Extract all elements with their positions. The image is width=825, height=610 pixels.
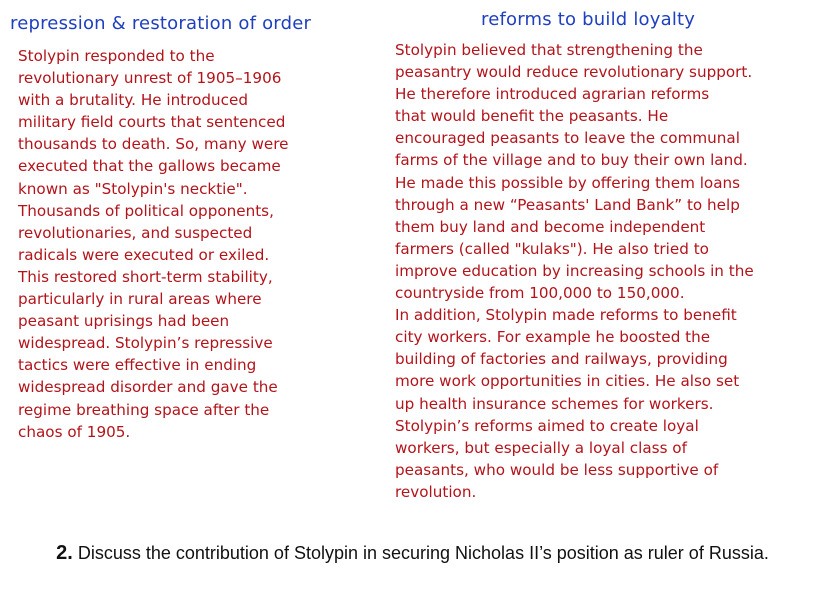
text-line: peasantry would reduce revolutionary support. xyxy=(395,63,753,82)
text-line: countryside from 100,000 to 150,000. xyxy=(395,284,685,303)
question-number: 2. xyxy=(56,542,73,564)
text-line: farms of the village and to buy their own land. xyxy=(395,151,748,170)
reforms-paragraph xyxy=(395,39,820,503)
text-line: Stolypin’s reforms aimed to create loyal xyxy=(395,416,699,435)
text-line: In addition, Stolypin made reforms to benefit xyxy=(395,306,737,325)
text-line: through a new “Peasants' Land Bank” to help xyxy=(395,195,740,214)
left-column-heading: repression & restoration of order xyxy=(10,13,312,34)
text-line: He therefore introduced agrarian reforms xyxy=(395,85,710,104)
text-line: up health insurance schemes for workers. xyxy=(395,394,714,413)
text-line: military field courts that sentenced xyxy=(18,113,286,132)
text-line: tactics were effective in ending xyxy=(18,356,257,375)
right-column-heading: reforms to build loyalty xyxy=(481,9,696,30)
text-line: known as "Stolypin's necktie". xyxy=(18,179,248,198)
text-line: widespread. Stolypin’s repressive xyxy=(18,334,273,353)
text-line: revolutionary unrest of 1905–1906 xyxy=(18,69,282,88)
text-line: Stolypin responded to the xyxy=(18,47,215,65)
text-line: workers, but especially a loyal class of xyxy=(395,438,687,457)
repression-paragraph xyxy=(18,45,353,443)
text-line: revolutionaries, and suspected xyxy=(18,223,253,242)
text-line: peasant uprisings had been xyxy=(18,312,230,331)
text-line: radicals were executed or exiled. xyxy=(18,245,270,264)
text-line: particularly in rural areas where xyxy=(18,290,262,309)
text-line: farmers (called "kulaks"). He also tried to xyxy=(395,239,709,258)
discussion-question xyxy=(40,540,785,567)
text-line: Thousands of political opponents, xyxy=(18,201,274,220)
text-line: with a brutality. He introduced xyxy=(18,91,249,110)
text-line: regime breathing space after the xyxy=(18,400,270,419)
text-line: improve education by increasing schools in the xyxy=(395,261,754,280)
text-line: revolution. xyxy=(395,482,477,501)
text-line: chaos of 1905. xyxy=(18,422,131,441)
text-line: He made this possible by offering them loans xyxy=(395,173,741,192)
text-line: This restored short-term stability, xyxy=(18,267,273,286)
text-line: them buy land and become independent xyxy=(395,217,706,236)
text-line: Stolypin believed that strengthening the xyxy=(395,41,703,59)
text-line: widespread disorder and gave the xyxy=(18,378,278,397)
question-text: Discuss the contribution of Stolypin in securing Nicholas II’s position as ruler of Russia. xyxy=(77,543,769,563)
text-line: encouraged peasants to leave the communal xyxy=(395,129,740,148)
text-line: thousands to death. So, many were xyxy=(18,135,289,154)
text-line: peasants, who would be less supportive of xyxy=(395,460,719,479)
text-line: building of factories and railways, providing xyxy=(395,350,728,369)
text-line: executed that the gallows became xyxy=(18,157,281,176)
text-line: city workers. For example he boosted the xyxy=(395,328,711,347)
text-line: that would benefit the peasants. He xyxy=(395,107,669,126)
text-line: more work opportunities in cities. He also set xyxy=(395,372,740,391)
